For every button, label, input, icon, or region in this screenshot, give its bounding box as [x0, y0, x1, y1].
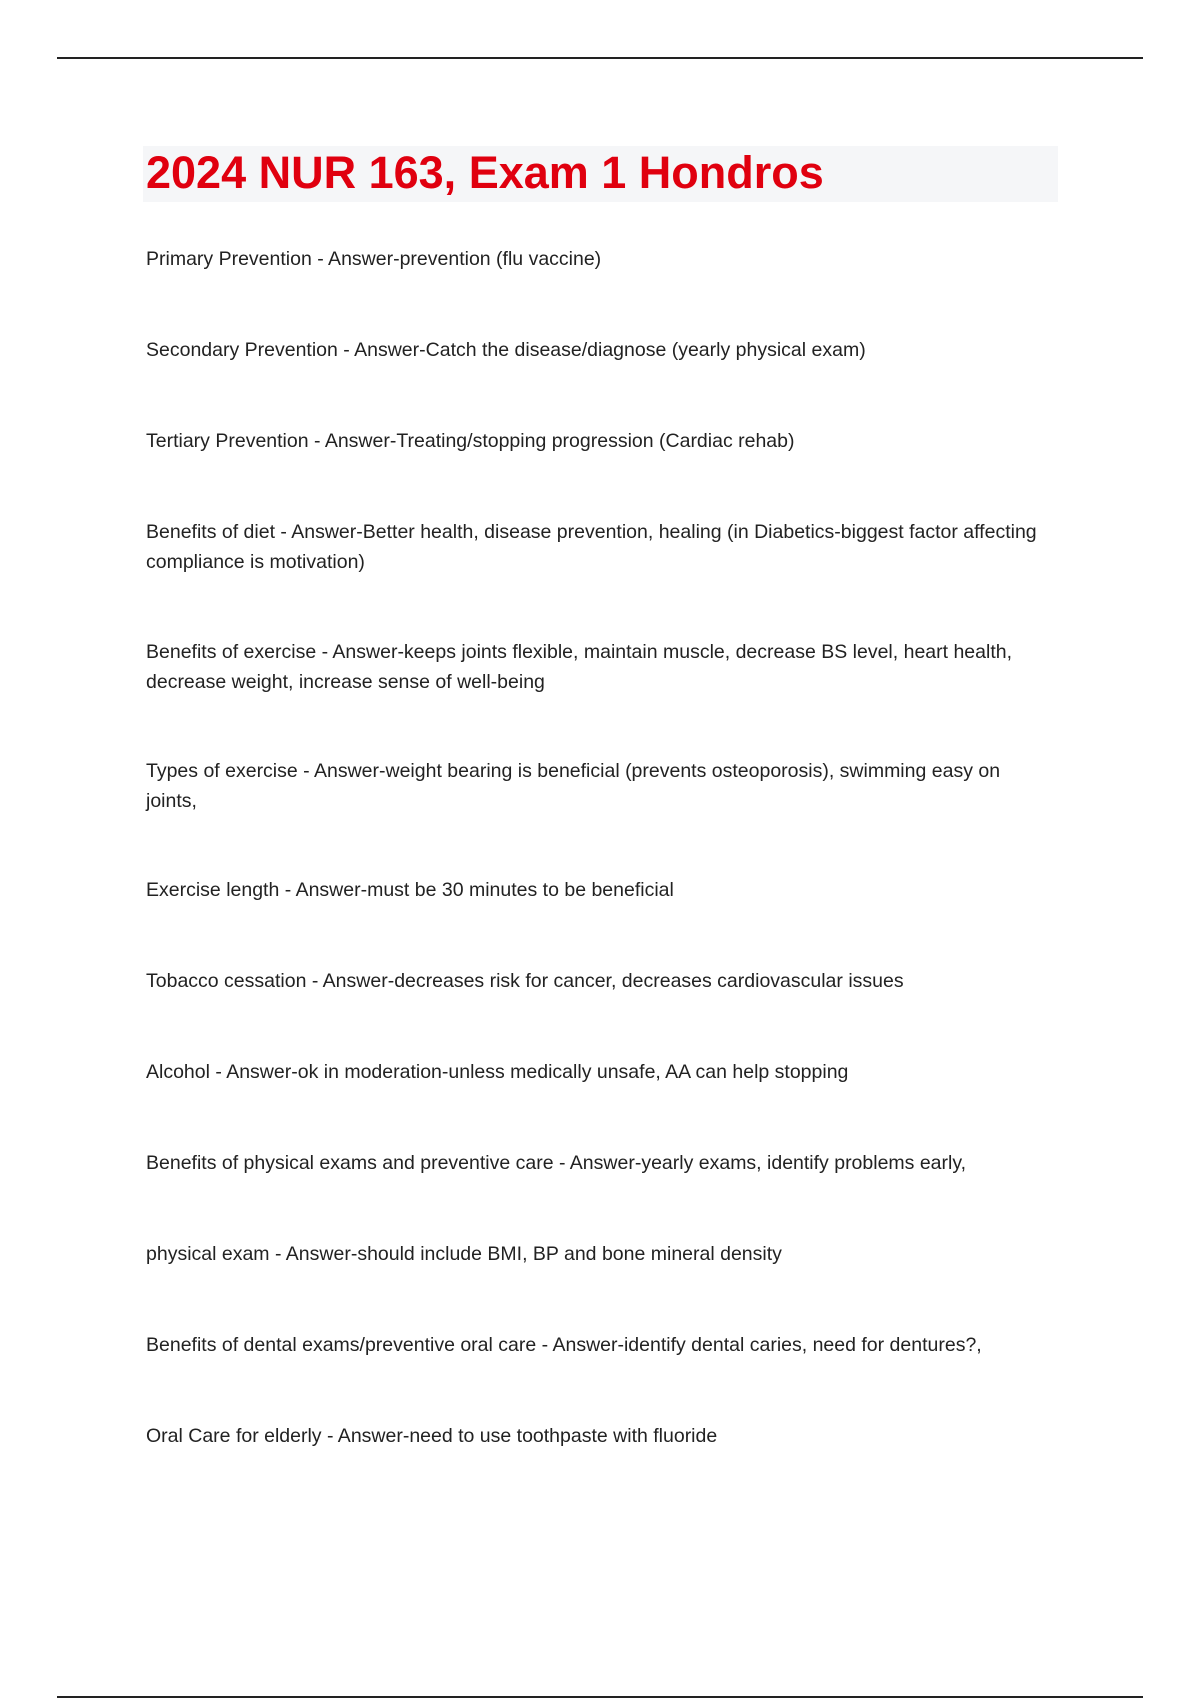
qa-item-physical-exams-preventive-care: Benefits of physical exams and preventive care - Answer-yearly exams, identify problems early,	[146, 1152, 967, 1174]
top-rule	[57, 57, 1143, 59]
qa-item-tertiary-prevention: Tertiary Prevention - Answer-Treating/stopping progression (Cardiac rehab)	[146, 430, 795, 452]
qa-item-exercise-length: Exercise length - Answer-must be 30 minutes to be beneficial	[146, 879, 674, 901]
qa-item-benefits-of-diet: Benefits of diet - Answer-Better health, disease prevention, healing (in Diabetics-biggest factor affecting compliance is motivation)	[146, 521, 1037, 573]
qa-item-physical-exam: physical exam - Answer-should include BMI, BP and bone mineral density	[146, 1243, 782, 1265]
qa-item-alcohol: Alcohol - Answer-ok in moderation-unless medically unsafe, AA can help stopping	[146, 1061, 849, 1083]
qa-item-secondary-prevention: Secondary Prevention - Answer-Catch the disease/diagnose (yearly physical exam)	[146, 339, 866, 361]
qa-item-dental-exams: Benefits of dental exams/preventive oral care - Answer-identify dental caries, need for dentures?,	[146, 1334, 982, 1356]
bottom-rule	[57, 1696, 1143, 1698]
qa-item-tobacco-cessation: Tobacco cessation - Answer-decreases risk for cancer, decreases cardiovascular issues	[146, 970, 904, 992]
qa-item-types-of-exercise: Types of exercise - Answer-weight bearing is beneficial (prevents osteoporosis), swimming easy on joints,	[146, 760, 1001, 812]
qa-item-primary-prevention: Primary Prevention - Answer-prevention (flu vaccine)	[146, 248, 602, 270]
qa-item-benefits-of-exercise: Benefits of exercise - Answer-keeps joints flexible, maintain muscle, decrease BS level, heart health, decrease weight, increase sense of well-being	[146, 641, 1013, 693]
qa-item-oral-care-elderly: Oral Care for elderly - Answer-need to use toothpaste with fluoride	[146, 1425, 718, 1447]
page-title: 2024 NUR 163, Exam 1 Hondros	[146, 147, 824, 198]
